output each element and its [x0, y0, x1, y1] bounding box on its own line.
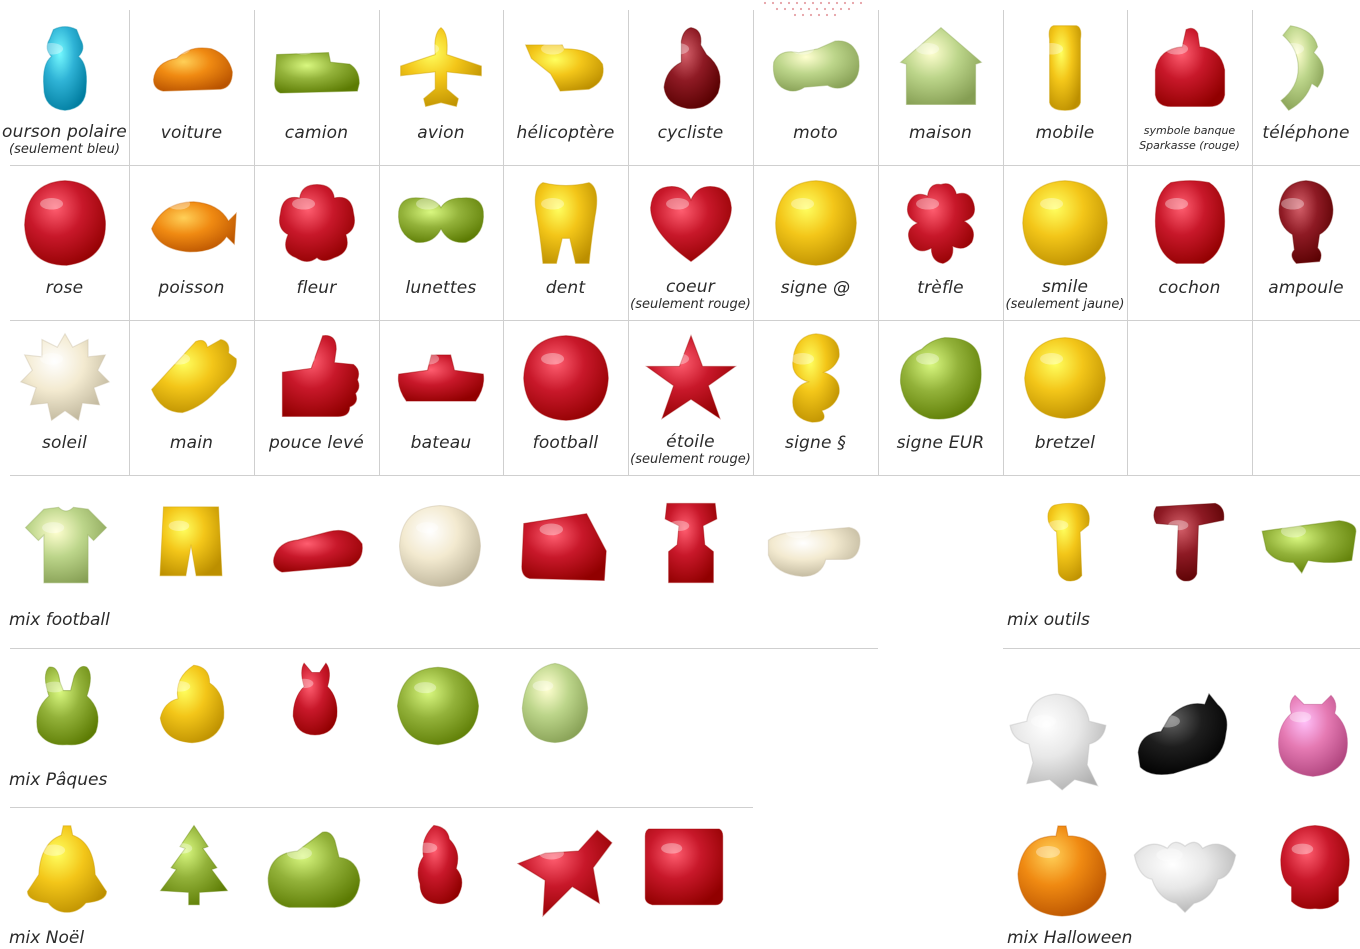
shape-name: football — [532, 433, 599, 453]
shape-cell — [254, 165, 379, 320]
rose-icon — [17, 175, 113, 271]
pumpkin-icon — [1012, 822, 1112, 922]
grid-divider — [10, 320, 1360, 321]
shape-name: voiture — [160, 123, 223, 143]
grid-divider — [10, 475, 1360, 476]
mix-gummy-image — [1028, 500, 1112, 584]
shape-cell — [1252, 320, 1360, 475]
shape-note: (seulement bleu) — [9, 142, 120, 157]
gummy-image — [393, 330, 489, 426]
mix-gummy-image — [20, 822, 114, 916]
shape-name-line-1: symbole banque — [1143, 124, 1236, 137]
gummy-image — [518, 175, 614, 271]
cyclist-icon — [643, 20, 739, 116]
mix-gummy-image — [514, 822, 618, 926]
shape-name: dent — [545, 278, 586, 298]
bell-icon — [20, 822, 114, 916]
mix-gummy-image — [1006, 690, 1110, 794]
mix-gummy-image — [276, 660, 354, 738]
bat-icon — [1130, 822, 1240, 932]
gummy-image — [768, 20, 864, 116]
heart-icon — [643, 175, 739, 271]
shape-cell — [503, 320, 628, 475]
gummy-image — [393, 20, 489, 116]
mix-outils-label: mix outils — [1007, 610, 1090, 630]
shape-name: cochon — [1158, 278, 1221, 298]
mobile-phone-icon — [1017, 20, 1113, 116]
spider-icon — [1268, 690, 1358, 780]
car-icon — [144, 20, 240, 116]
grid-divider — [1252, 10, 1253, 475]
grid-divider — [628, 10, 629, 475]
shape-cell — [379, 320, 503, 475]
grid-divider — [10, 165, 1360, 166]
gummy-image — [518, 330, 614, 426]
mix-divider — [10, 648, 878, 649]
cat-icon — [1130, 690, 1234, 794]
gummy-image — [643, 20, 739, 116]
shape-name: ourson polaire — [2, 122, 127, 142]
telephone-icon — [1258, 20, 1354, 116]
shape-cell — [129, 10, 254, 165]
smiley-icon — [1017, 175, 1113, 271]
egg-icon — [512, 660, 598, 746]
mix-noel-label: mix Noël — [9, 928, 85, 948]
shape-cell — [1003, 10, 1127, 165]
shape-note: (seulement rouge) — [630, 452, 751, 467]
mix-gummy-image — [1130, 822, 1240, 932]
grid-divider — [1003, 10, 1004, 475]
gummy-image — [893, 330, 989, 426]
shape-name: signe § — [785, 433, 846, 453]
mix-gummy-image — [268, 500, 368, 600]
shape-cell — [129, 165, 254, 320]
helicopter-icon — [518, 20, 614, 116]
fish-icon — [144, 175, 240, 271]
light-bulb-icon — [1258, 175, 1354, 271]
section-sign-icon — [768, 330, 864, 426]
shape-cell — [0, 320, 129, 475]
shorts-icon — [148, 500, 234, 586]
shape-cell — [0, 165, 129, 320]
gummy-image — [17, 20, 113, 116]
shape-cell — [628, 320, 753, 475]
shape-cell — [379, 165, 503, 320]
mix-divider — [1003, 648, 1360, 649]
sun-icon — [17, 330, 113, 426]
shape-cell — [753, 10, 878, 165]
shape-note: (seulement rouge) — [630, 297, 751, 312]
gummy-image — [17, 330, 113, 426]
plane-icon — [393, 20, 489, 116]
gummy-image — [269, 175, 365, 271]
gummy-image — [893, 175, 989, 271]
gummy-image — [643, 175, 739, 271]
gummy-image — [144, 175, 240, 271]
mix-gummy-image — [1270, 822, 1360, 912]
shape-name: ampoule — [1268, 278, 1344, 298]
shape-name: signe EUR — [896, 433, 985, 453]
shape-name: rose — [45, 278, 84, 298]
mix-gummy-image — [262, 822, 366, 926]
bear-icon — [17, 20, 113, 116]
mix-gummy-image — [1130, 690, 1234, 794]
shape-cell — [1252, 165, 1360, 320]
shape-name: trèfle — [917, 278, 964, 298]
grid-divider — [878, 10, 879, 475]
shape-name: maison — [909, 123, 972, 143]
mix-halloween-label: mix Halloween — [1007, 928, 1133, 948]
shape-name: bretzel — [1034, 433, 1096, 453]
mix-gummy-image — [760, 500, 866, 606]
pig-icon — [1142, 175, 1238, 271]
shape-name: hélicoptère — [516, 123, 615, 143]
gummy-image — [144, 330, 240, 426]
tooth-icon — [518, 175, 614, 271]
shape-name: téléphone — [1262, 123, 1350, 143]
mix-gummy-image — [1012, 822, 1112, 922]
mix-gummy-image — [394, 500, 486, 592]
gummy-image — [768, 330, 864, 426]
gummy-image — [1258, 175, 1354, 271]
chick-icon — [148, 660, 236, 748]
house-icon — [893, 20, 989, 116]
thumbs-up-icon — [269, 330, 365, 426]
grid-divider — [129, 10, 130, 475]
shirt-icon — [20, 500, 112, 592]
shape-cell — [1003, 165, 1127, 320]
truck-icon — [269, 20, 365, 116]
shape-name: lunettes — [405, 278, 477, 298]
shape-name: avion — [417, 123, 465, 143]
mix-gummy-image — [1256, 500, 1360, 604]
mix-gummy-image — [640, 822, 728, 910]
shape-cell — [503, 10, 628, 165]
pretzel-icon — [1017, 330, 1113, 426]
shape-name: fleur — [296, 278, 337, 298]
sleigh-icon — [262, 822, 366, 926]
at-sign-icon — [768, 175, 864, 271]
shape-name: mobile — [1035, 123, 1095, 143]
mix-gummy-image — [150, 822, 238, 910]
mix-paques-label: mix Pâques — [9, 770, 108, 790]
mix-gummy-image — [396, 822, 482, 908]
shape-cell — [878, 320, 1003, 475]
gummy-image — [1142, 175, 1238, 271]
basket-icon — [392, 660, 484, 752]
wrench-icon — [1028, 500, 1112, 584]
shape-name-line-2: Sparkasse (rouge) — [1139, 139, 1240, 152]
mix-football-label: mix football — [9, 610, 110, 630]
gummy-image — [269, 330, 365, 426]
gummy-image — [518, 20, 614, 116]
ghost-icon — [1006, 690, 1110, 794]
shape-name: pouce levé — [269, 433, 364, 453]
gummy-image — [144, 20, 240, 116]
mix-gummy-image — [648, 500, 734, 586]
shape-cell — [878, 10, 1003, 165]
santa-icon — [396, 822, 482, 908]
shape-cell — [1003, 320, 1127, 475]
shape-cell — [753, 320, 878, 475]
tree-icon — [150, 822, 238, 910]
whistle-icon — [760, 500, 866, 606]
hand-icon — [144, 330, 240, 426]
mix-gummy-image — [392, 660, 484, 752]
shape-cell — [1252, 10, 1360, 165]
mix-gummy-image — [148, 500, 234, 586]
shape-name: main — [169, 433, 214, 453]
shape-name: bateau — [410, 433, 472, 453]
shape-name: smile — [1041, 277, 1089, 297]
saw-icon — [1256, 500, 1360, 604]
rabbit-icon — [276, 660, 354, 738]
shape-name: étoile — [666, 432, 715, 452]
shooting-star-icon — [514, 822, 618, 926]
trophy-icon — [648, 500, 734, 586]
star-icon — [643, 330, 739, 426]
gummy-image — [269, 20, 365, 116]
grid-divider — [503, 10, 504, 475]
shape-note: (seulement jaune) — [1005, 297, 1125, 312]
boat-icon — [393, 330, 489, 426]
grid-divider — [254, 10, 255, 475]
shape-cell — [1127, 320, 1252, 475]
gummy-image — [1017, 20, 1113, 116]
shape-cell — [628, 10, 753, 165]
gummy-image — [17, 175, 113, 271]
goal-icon — [516, 500, 614, 598]
shape-cell — [129, 320, 254, 475]
mix-gummy-image — [1268, 690, 1358, 780]
mix-gummy-image — [512, 660, 598, 746]
gummy-image — [1017, 175, 1113, 271]
mix-gummy-image — [516, 500, 614, 598]
skull-icon — [1270, 822, 1360, 912]
gift-icon — [640, 822, 728, 910]
gummy-image — [643, 330, 739, 426]
mix-gummy-image — [22, 660, 112, 750]
gummy-image — [768, 175, 864, 271]
mix-divider — [10, 807, 753, 808]
motorbike-icon — [768, 20, 864, 116]
grid-divider — [1127, 10, 1128, 475]
shape-cell — [254, 10, 379, 165]
shape-cell — [1127, 165, 1252, 320]
shape-name: cycliste — [657, 123, 724, 143]
shape-cell — [753, 165, 878, 320]
grid-divider — [379, 10, 380, 475]
coin-icon — [394, 500, 486, 592]
mix-gummy-image — [20, 500, 112, 592]
shape-cell — [1127, 10, 1252, 165]
gummy-image — [893, 20, 989, 116]
gummy-image — [1017, 330, 1113, 426]
football-icon — [518, 330, 614, 426]
mix-gummy-image — [1148, 500, 1232, 584]
flower-icon — [269, 175, 365, 271]
shape-name: soleil — [41, 433, 88, 453]
shape-cell — [878, 165, 1003, 320]
glasses-icon — [393, 175, 489, 271]
shape-name: poisson — [158, 278, 225, 298]
gummy-image — [1142, 20, 1238, 116]
shape-cell — [254, 320, 379, 475]
shape-name: camion — [284, 123, 349, 143]
sparkasse-icon — [1142, 20, 1238, 116]
clover-icon — [893, 175, 989, 271]
boot-icon — [268, 500, 368, 600]
hammer-icon — [1148, 500, 1232, 584]
shape-name: moto — [793, 123, 838, 143]
grid-divider — [753, 10, 754, 475]
shape-cell — [379, 10, 503, 165]
gummy-image — [1258, 20, 1354, 116]
shape-name: signe @ — [780, 278, 851, 298]
shape-cell — [0, 10, 129, 165]
shape-name: coeur — [666, 277, 715, 297]
shape-cell — [503, 165, 628, 320]
euro-sign-icon — [893, 330, 989, 426]
gummy-image — [393, 175, 489, 271]
shape-cell — [628, 165, 753, 320]
bunny-icon — [22, 660, 112, 750]
mix-gummy-image — [148, 660, 236, 748]
